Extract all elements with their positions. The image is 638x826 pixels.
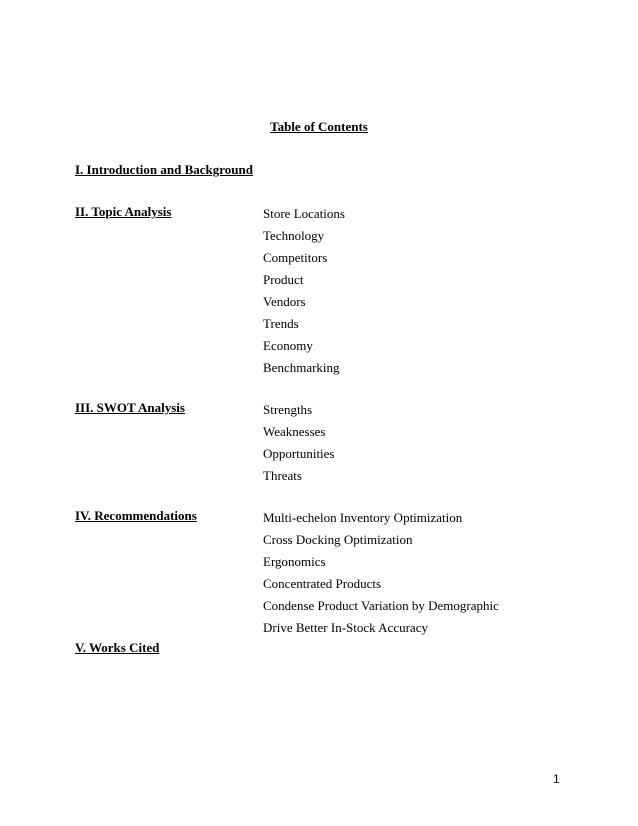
subitem-list [263,399,335,487]
subitem: Threats [263,468,302,483]
subitem: Ergonomics [263,554,326,569]
subitem: Trends [263,316,299,331]
section-heading: V. Works Cited [75,640,160,655]
section-heading: IV. Recommendations [75,508,197,523]
subitem: Weaknesses [263,424,326,439]
subitem: Competitors [263,250,328,265]
section-heading: I. Introduction and Background [75,162,253,177]
subitem-list [263,507,499,639]
subitem: Benchmarking [263,360,340,375]
subitem: Strengths [263,402,313,417]
subitem: Opportunities [263,446,335,461]
section-heading: II. Topic Analysis [75,204,172,219]
subitem: Vendors [263,294,306,309]
subitem-list [263,203,345,379]
subitem: Product [263,272,304,287]
subitem: Store Locations [263,206,345,221]
subitem: Technology [263,228,325,243]
subitem: Condense Product Variation by Demographic [263,598,499,613]
page-title-text: Table of Contents [270,119,368,134]
subitem: Drive Better In-Stock Accuracy [263,620,428,635]
subitem: Economy [263,338,313,353]
section-heading: III. SWOT Analysis [75,400,185,415]
page-number: 1 [553,772,560,786]
subitem: Cross Docking Optimization [263,532,413,547]
page-title [0,118,638,136]
subitem: Concentrated Products [263,576,382,591]
subitem: Multi-echelon Inventory Optimization [263,510,463,525]
